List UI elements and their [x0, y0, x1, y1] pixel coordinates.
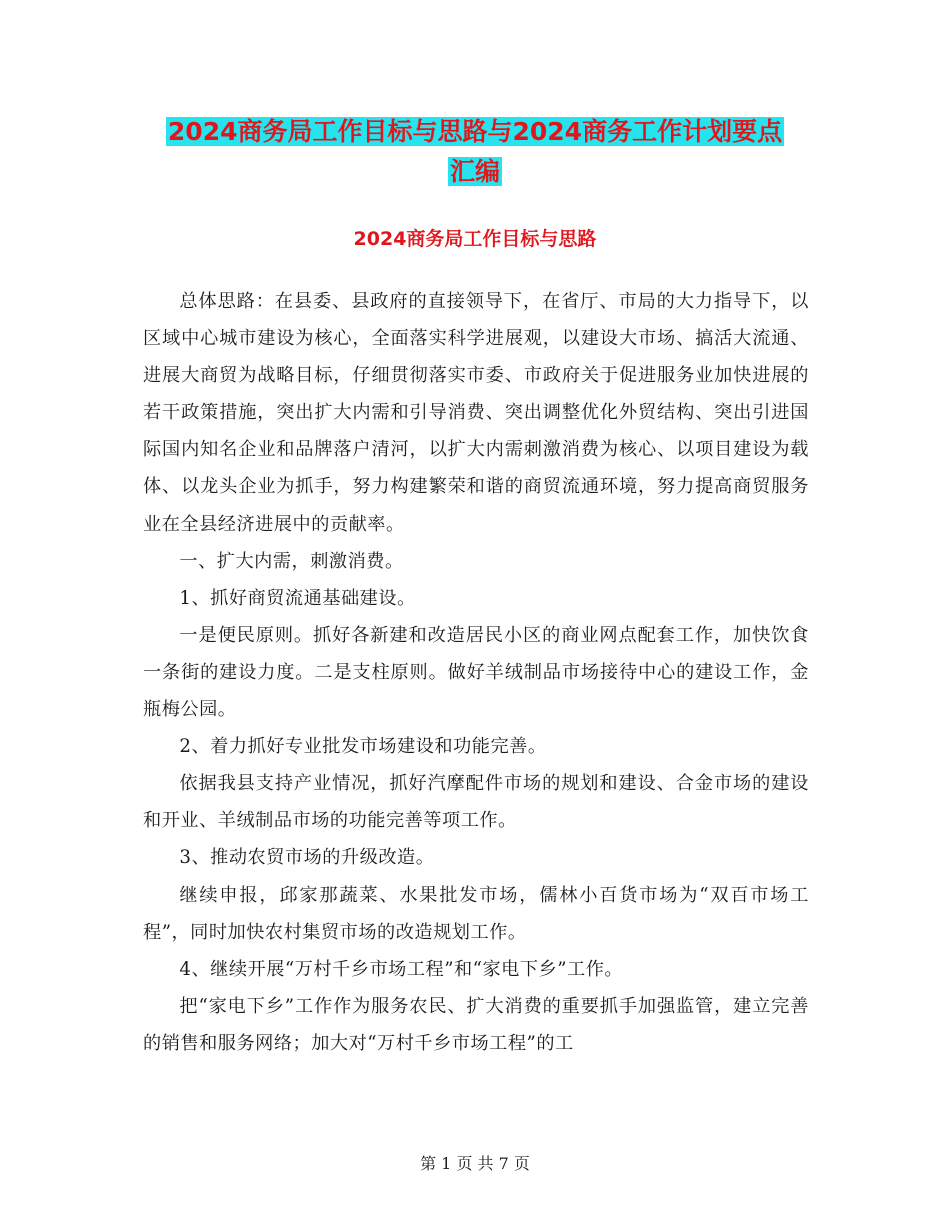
document-body [143, 283, 809, 1062]
title-highlight: 2024商务局工作目标与思路与2024商务工作计划要点 [167, 117, 783, 146]
document-title [0, 112, 950, 192]
paragraph-subheading-3: 3、推动农贸市场的升级改造。 [179, 847, 435, 869]
page-footer: 第 1 页 共 7 页 [420, 1154, 530, 1173]
document-title-line-1 [0, 112, 950, 152]
paragraph-overall-approach: 总体思路：在县委、县政府的直接领导下，在省厅、市局的大力指导下，以区域中心城市建设为核心，全面落实科学进展观，以建设大市场、搞活大流通、进展大商贸为战略目标，仔细贯彻落实市委、市政府关于促进服务业加快进展的若干政策措施，突出扩大内需和引导消费、突出调整优化外贸结构、突出引进国际国内知名企业和品牌落户清河，以扩大内需刺激消费为核心、以项目建设为载体、以龙头企业为抓手，努力构建繁荣和谐的商贸流通环境，努力提高商贸服务业在全县经济进展中的贡献率。 [143, 291, 809, 535]
section-title: 2024商务局工作目标与思路 [353, 228, 597, 250]
paragraph: 把“家电下乡”工作作为服务农民、扩大消费的重要抓手加强监管，建立完善的销售和服务网络；加大对“万村千乡市场工程”的工 [143, 995, 809, 1054]
paragraph-subheading-2: 2、着力抓好专业批发市场建设和功能完善。 [179, 736, 547, 758]
paragraph-subheading-4: 4、继续开展“万村千乡市场工程”和“家电下乡”工作。 [179, 958, 624, 980]
paragraph-heading-1: 一、扩大内需，刺激消费。 [179, 550, 404, 572]
paragraph: 继续申报，邱家那蔬菜、水果批发市场，儒林小百货市场为“双百市场工程”，同时加快农村集贸市场的改造规划工作。 [143, 884, 809, 943]
paragraph-subheading-1: 1、抓好商贸流通基础建设。 [179, 587, 416, 609]
document-title-line-2 [0, 152, 950, 192]
paragraph: 一是便民原则。抓好各新建和改造居民小区的商业网点配套工作，加快饮食一条街的建设力度。二是支柱原则。做好羊绒制品市场接待中心的建设工作，金瓶梅公园。 [143, 624, 809, 721]
paragraph: 依据我县支持产业情况，抓好汽摩配件市场的规划和建设、合金市场的建设和开业、羊绒制品市场的功能完善等项工作。 [143, 773, 809, 832]
title-highlight: 汇编 [449, 157, 500, 186]
